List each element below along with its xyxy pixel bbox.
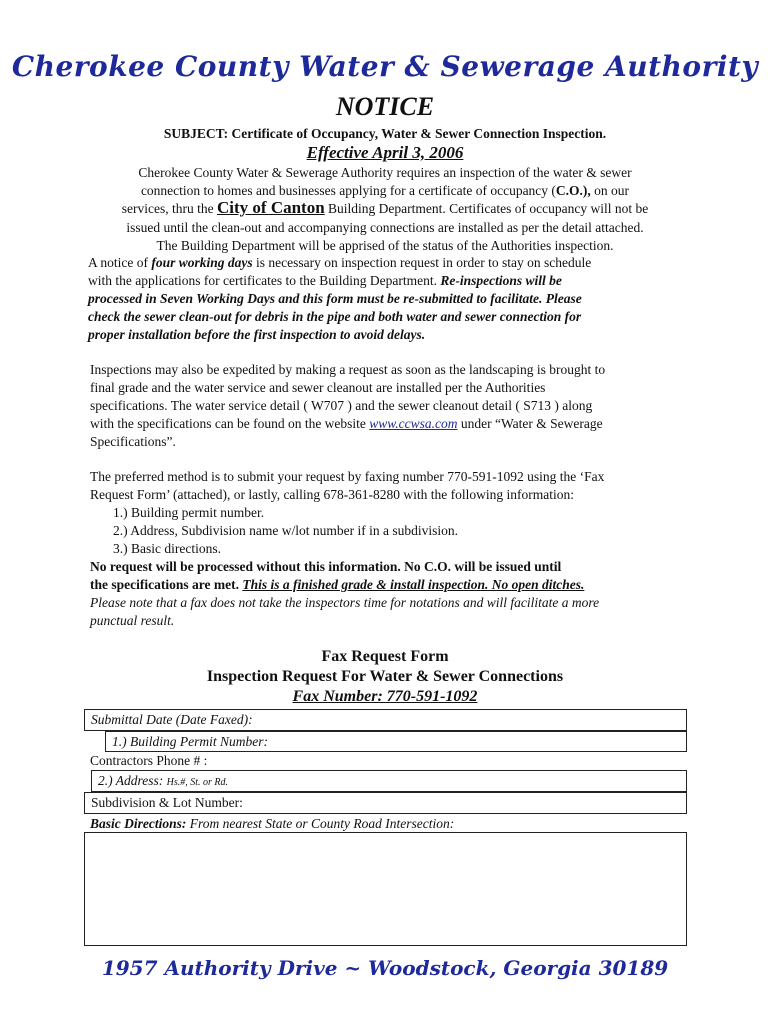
- method-paragraph: The preferred method is to submit your request by faxing number 770-591-1092 using the ‘Fax Request Form’ (attached), or lastly, calling 678-361-8280 with the following information:: [90, 469, 605, 502]
- subdivision-field[interactable]: Subdivision & Lot Number:: [84, 792, 687, 814]
- address-hint: Hs.#, St. or Rd.: [166, 777, 229, 788]
- directions-textarea[interactable]: [84, 832, 687, 946]
- subject-line: SUBJECT: Certificate of Occupancy, Water & Sewer Connection Inspection.: [163, 126, 607, 141]
- list-item: 3.) Basic directions.: [113, 541, 221, 556]
- intro-line-1: Cherokee County Water & Sewerage Authority requires an inspection of the water & sewer: [138, 165, 632, 180]
- list-item: 1.) Building permit number.: [113, 505, 265, 520]
- contractor-phone-field[interactable]: Contractors Phone # :: [90, 753, 208, 768]
- info-list: [113, 504, 458, 558]
- warning-paragraph: No request will be processed without this information. No C.O. will be issued until the specifications are met. This is a finished grade & install inspection. No open ditches. Please note that a fax does not take the inspectors time for notations and will facilitate a more punctual result.: [90, 559, 600, 628]
- organization-title: Cherokee County Water & Sewerage Authority: [11, 50, 759, 83]
- intro-line-4: issued until the clean-out and accompanying connections are installed as per the detail attached.: [126, 220, 644, 235]
- list-item: 2.) Address, Subdivision name w/lot number if in a subdivision.: [113, 523, 458, 538]
- intro-line-3: services, thru the City of Canton Building Department. Certificates of occupancy will not be: [121, 198, 649, 217]
- fax-number: Fax Number: 770-591-1092: [292, 688, 478, 705]
- intro-line-2: connection to homes and businesses applying for a certificate of occupancy (C.O.), on our: [140, 183, 630, 198]
- form-title: Fax Request Form: [321, 648, 449, 665]
- notice-heading: NOTICE: [335, 92, 435, 121]
- intro-line-5: The Building Department will be apprised of the status of the Authorities inspection.: [156, 238, 614, 253]
- effective-date: Effective April 3, 2006: [306, 143, 464, 162]
- permit-number-field[interactable]: 1.) Building Permit Number:: [105, 731, 687, 752]
- directions-label: Basic Directions: From nearest State or County Road Intersection:: [90, 816, 455, 831]
- city-of-canton: City of Canton: [217, 198, 325, 217]
- form-subtitle: Inspection Request For Water & Sewer Connections: [206, 668, 564, 685]
- expedite-paragraph: Inspections may also be expedited by making a request as soon as the landscaping is brought to final grade and the water service and sewer cleanout are installed per the Authorities specifications. The water service detail ( W707 ) and the sewer cleanout detail ( S713 ) along with the specifications can be found on the website www.ccwsa.com under “Water & Sewerage Specifications”.: [90, 362, 606, 449]
- submittal-date-field[interactable]: Submittal Date (Date Faxed):: [84, 709, 687, 731]
- address-field[interactable]: 2.) Address: Hs.#, St. or Rd.: [91, 770, 687, 792]
- website-link[interactable]: www.ccwsa.com: [369, 416, 458, 431]
- footer-address: 1957 Authority Drive ~ Woodstock, Georgia 30189: [101, 956, 669, 980]
- notice-paragraph: A notice of four working days is necessary on inspection request in order to stay on schedule with the applications for certificates to the Building Department. Re-inspections will be processed in Seven Working Days and this form must be re-submitted to facilitate. Please check the sewer clean-out for debris in the pipe and both water and sewer connection for proper installation before the first inspection to avoid delays.: [88, 255, 592, 342]
